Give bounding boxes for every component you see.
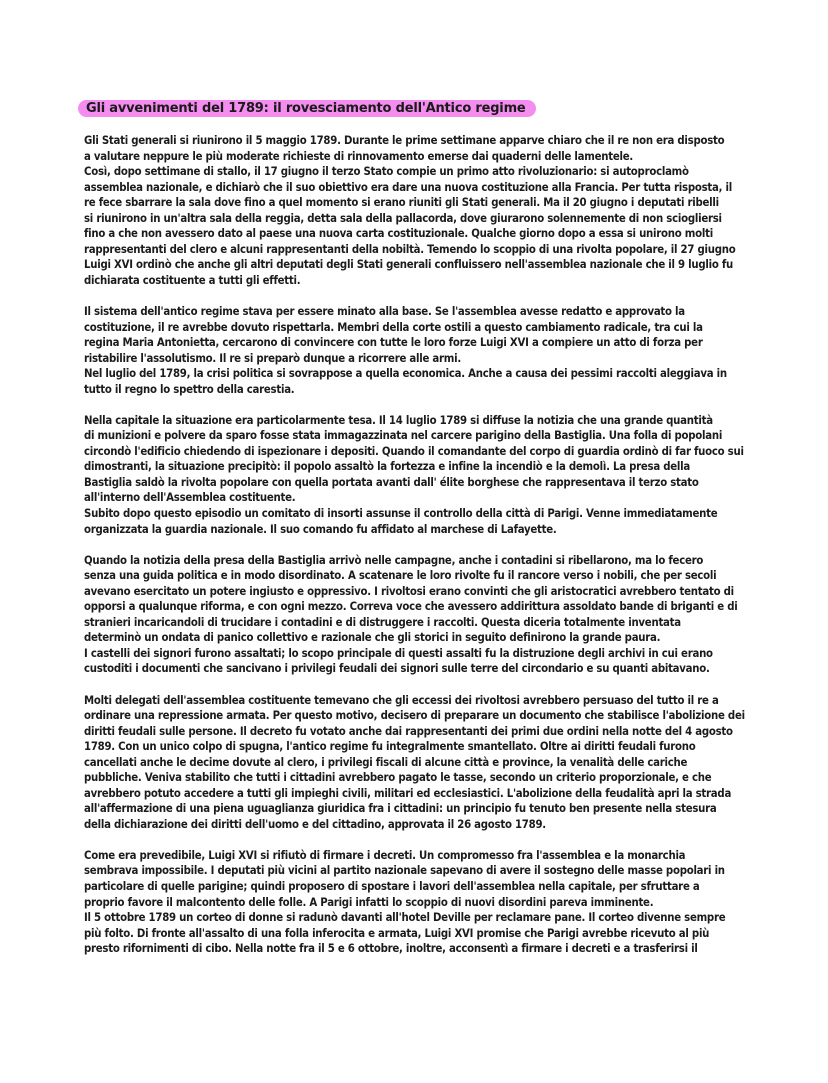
- text-line: 1789. Con un unico colpo di spugna, l'antico regime fu integralmente smantellato. Oltre ai diritti feudali furono: [84, 740, 696, 754]
- text-line: diritti feudali sulle persone. Il decreto fu votato anche dai rappresentanti dei primi due ordini nella notte del 4 agosto: [84, 724, 733, 738]
- text-line: particolare di quelle parigine; quindi proposero di spostare i lavori dell'assemblea nella capitale, per sfruttare a: [84, 880, 700, 894]
- paragraph: [84, 304, 790, 397]
- text-line: si riunirono in un'altra sala della reggia, detta sala della pallacorda, dove giurarono solennemente di non sciogliersi: [84, 211, 722, 225]
- paragraph: [84, 553, 790, 677]
- text-line: proprio favore il malcontento delle folle. A Parigi infatti lo scoppio di nuovi disordini pareva imminente.: [84, 895, 654, 909]
- text-line: regina Maria Antonietta, cercarono di convincere con tutte le loro forze Luigi XVI a compiere un atto di forza per: [84, 336, 703, 350]
- text-line: avrebbero potuto accedere a tutti gli impieghi civili, militari ed ecclesiastici. L'abolizione della feudalità apri la strada: [84, 786, 732, 800]
- text-line: rappresentanti del clero e alcuni rappresentanti della nobiltà. Temendo lo scoppio di una rivolta popolare, il 27 giugno: [84, 242, 736, 256]
- text-line: Il sistema dell'antico regime stava per essere minato alla base. Se l'assemblea avesse redatto e approvato la: [84, 304, 685, 318]
- text-line: Come era prevedibile, Luigi XVI si rifiutò di firmare i decreti. Un compromesso fra l'assemblea e la monarchia: [84, 848, 686, 862]
- text-line: stranieri incaricandoli di trucidare i contadini e di distruggere i raccolti. Questa diceria totalmente inventata: [84, 615, 681, 629]
- text-line: determinò un ondata di panico collettivo e razionale che gli storici in seguito definirono la grande paura.: [84, 631, 661, 645]
- text-line: cancellati anche le decime dovute al clero, i privilegi fiscali di alcune città e province, la venalità delle cariche: [84, 755, 688, 769]
- body-text: [84, 133, 790, 972]
- text-line: sembrava impossibile. I deputati più vicini al partito nazionale sapevano di avere il sostegno delle masse popolari in: [84, 864, 725, 878]
- paragraph: [84, 413, 790, 537]
- text-line: Subito dopo questo episodio un comitato di insorti assunse il controllo della città di Parigi. Venne immediatamente: [84, 507, 718, 521]
- text-line: Nel luglio del 1789, la crisi politica si sovrappose a quella economica. Anche a causa dei pessimi raccolti aleggiava in: [84, 367, 727, 381]
- paragraph: [84, 133, 790, 288]
- text-line: circondò l'edificio chiedendo di ispezionare i depositi. Quando il comandante del corpo di guardia ordinò di far fuoco sui: [84, 444, 744, 458]
- text-line: Il 5 ottobre 1789 un corteo di donne si radunò davanti all'hotel Deville per reclamare pane. Il corteo divenne sempre: [84, 911, 726, 925]
- text-line: a valutare neppure le più moderate richieste di rinnovamento emerse dai quaderni delle lamentele.: [84, 149, 633, 163]
- text-line: ordinare una repressione armata. Per questo motivo, decisero di preparare un documento che stabilisce l'abolizione dei: [84, 709, 745, 723]
- text-line: Luigi XVI ordinò che anche gli altri deputati degli Stati generali confluissero nell'assemblea nazionale che il 9 luglio fu: [84, 258, 734, 272]
- text-line: fino a che non avessero dato al paese una nuova carta costituzionale. Qualche giorno dopo a essa si unirono molti: [84, 227, 713, 241]
- text-line: costituzione, il re avrebbe dovuto rispettarla. Membri della corte ostili a questo cambiamento radicale, tra cui la: [84, 320, 703, 334]
- text-line: dimostranti, la situazione precipitò: il popolo assaltò la fortezza e infine la incendiò e la demolì. La presa della: [84, 460, 690, 474]
- text-line: Bastiglia saldò la rivolta popolare con quella portata avanti dall' élite borghese che rappresentava il terzo stato: [84, 475, 699, 489]
- text-line: organizzata la guardia nazionale. Il suo comando fu affidato al marchese di Lafayette.: [84, 522, 557, 536]
- paragraph: [84, 848, 790, 957]
- text-line: assemblea nazionale, e dichiarò che il suo obiettivo era dare una nuova costituzione alla Francia. Per tutta risposta, il: [84, 180, 732, 194]
- paragraph: [84, 693, 790, 833]
- text-line: dichiarata costituente a tutti gli effetti.: [84, 273, 301, 287]
- text-line: all'interno dell'Assemblea costituente.: [84, 491, 296, 505]
- text-line: più folto. Di fronte all'assalto di una folla inferocita e armata, Luigi XVI promise che Parigi avrebbe ricevuto al più: [84, 926, 710, 940]
- text-line: all'affermazione di una piena uguaglianza giuridica fra i cittadini: un principio fu tenuto ben presente nella stesura: [84, 802, 717, 816]
- text-line: Molti delegati dell'assemblea costituente temevano che gli eccessi dei rivoltosi avrebbero persuaso del tutto il re a: [84, 693, 719, 707]
- text-line: custoditi i documenti che sancivano i privilegi feudali dei signori sulle terre del circondario e su quanti abitavano.: [84, 662, 710, 676]
- text-line: opporsi a qualunque riforma, e con ogni mezzo. Correva voce che avessero addirittura assoldato bande di briganti e di: [84, 600, 738, 614]
- text-line: della dichiarazione dei diritti dell'uomo e del cittadino, approvata il 26 agosto 1789.: [84, 817, 546, 831]
- text-line: senza una guida politica e in modo disordinato. A scatenare le loro rivolte fu il rancore verso i nobili, che per secoli: [84, 569, 717, 583]
- text-line: presto rifornimenti di cibo. Nella notte fra il 5 e 6 ottobre, inoltre, acconsentì a firmare i decreti e a trasferirsi il: [84, 942, 698, 956]
- heading-block: [78, 97, 536, 117]
- text-line: avevano esercitato un potere ingiusto e oppressivo. I rivoltosi erano convinti che gli aristocratici avrebbero tentato di: [84, 584, 734, 598]
- text-line: re fece sbarrare la sala dove fino a quel momento si erano riuniti gli Stati generali. Ma il 20 giugno i deputati ribelli: [84, 196, 719, 210]
- text-line: tutto il regno lo spettro della carestia.: [84, 382, 295, 396]
- text-line: ristabilire l'assolutismo. Il re si preparò dunque a ricorrere alle armi.: [84, 351, 461, 365]
- text-line: Nella capitale la situazione era particolarmente tesa. Il 14 luglio 1789 si diffuse la notizia che una grande quantità: [84, 413, 713, 427]
- page-title: Gli avvenimenti del 1789: il rovesciamento dell'Antico regime: [78, 100, 536, 117]
- text-line: Gli Stati generali si riunirono il 5 maggio 1789. Durante le prime settimane apparve chiaro che il re non era disposto: [84, 134, 725, 147]
- text-line: pubbliche. Veniva stabilito che tutti i cittadini avrebbero pagato le tasse, secondo un criterio proporzionale, e che: [84, 771, 712, 785]
- text-line: I castelli dei signori furono assaltati; lo scopo principale di questi assalti fu la distruzione degli archivi in cui erano: [84, 646, 713, 660]
- text-line: di munizioni e polvere da sparo fosse stata immagazzinata nel carcere parigino della Bastiglia. Una folla di popolani: [84, 429, 723, 443]
- text-line: Così, dopo settimane di stallo, il 17 giugno il terzo Stato compie un primo atto rivoluzionario: si autoproclamò: [84, 165, 689, 179]
- text-line: Quando la notizia della presa della Bastiglia arrivò nelle campagne, anche i contadini si ribellarono, ma lo fecero: [84, 553, 704, 567]
